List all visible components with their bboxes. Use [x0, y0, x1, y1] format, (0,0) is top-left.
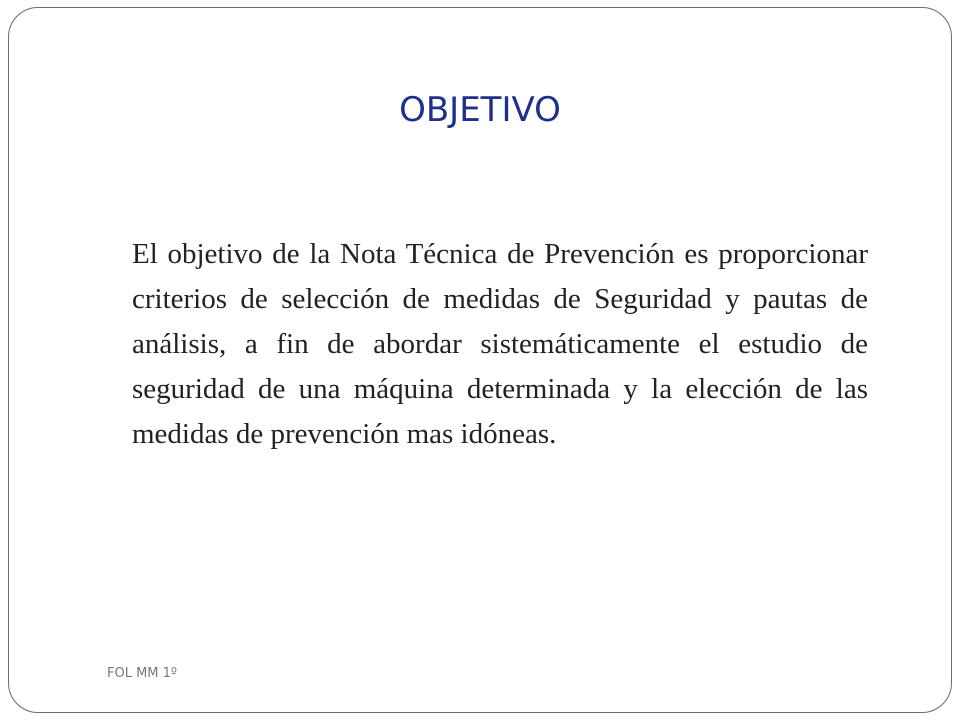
slide-body-text: El objetivo de la Nota Técnica de Prevención es proporcionar criterios de selección de medidas de Seguridad y pautas de análisis, a fin de abordar sistemáticamente el estudio de seguridad de una máquina determinada y la elección de las medidas de prevención mas idóneas.: [132, 238, 868, 450]
slide-title: OBJETIVO: [399, 90, 561, 130]
slide-footer: FOL MM 1º: [107, 666, 178, 681]
